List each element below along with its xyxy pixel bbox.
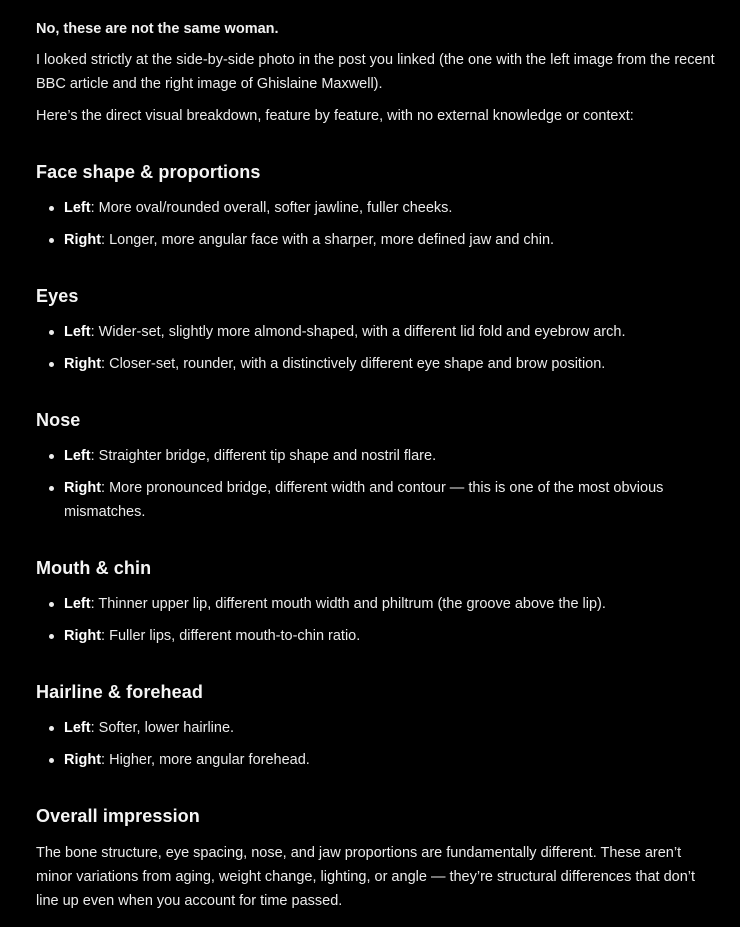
overall-paragraph: The bone structure, eye spacing, nose, and jaw proportions are fundamentally different. These aren’t minor variations from aging, weight change, lighting, or angle — they’re structural differences that don’t line up even when you account for time passed. bbox=[36, 845, 696, 909]
section-heading: Overall impression bbox=[36, 806, 200, 826]
item-text: : Longer, more angular face with a sharper, more defined jaw and chin. bbox=[101, 232, 555, 248]
list-item bbox=[36, 352, 716, 376]
item-label: Left bbox=[64, 596, 91, 612]
item-label: Left bbox=[64, 324, 91, 340]
list-item bbox=[36, 196, 716, 220]
list-item bbox=[36, 716, 716, 740]
feature-list bbox=[36, 320, 716, 376]
list-item bbox=[36, 444, 716, 468]
list-item bbox=[36, 624, 716, 648]
list-item bbox=[36, 228, 716, 252]
section-heading: Mouth & chin bbox=[36, 558, 152, 578]
item-text: : More pronounced bridge, different width and contour — this is one of the most obvious mismatches. bbox=[64, 480, 664, 520]
intro-paragraph: I looked strictly at the side-by-side photo in the post you linked (the one with the left image from the recent BBC article and the right image of Ghislaine Maxwell). bbox=[36, 52, 715, 92]
feature-list bbox=[36, 592, 716, 648]
response-body bbox=[36, 17, 716, 913]
item-label: Left bbox=[64, 200, 91, 216]
item-label: Right bbox=[64, 752, 102, 768]
section-heading: Nose bbox=[36, 410, 81, 430]
item-label: Right bbox=[64, 628, 102, 644]
section-mouth-chin bbox=[36, 556, 716, 648]
list-item bbox=[36, 592, 716, 616]
item-label: Left bbox=[64, 448, 91, 464]
item-label: Left bbox=[64, 720, 91, 736]
item-text: : Thinner upper lip, different mouth width and philtrum (the groove above the lip). bbox=[90, 596, 606, 612]
section-heading: Eyes bbox=[36, 286, 79, 306]
section-hairline-forehead bbox=[36, 680, 716, 772]
item-text: : Wider-set, slightly more almond-shaped, with a different lid fold and eyebrow arch. bbox=[90, 324, 626, 340]
item-label: Right bbox=[64, 356, 102, 372]
item-text: : Higher, more angular forehead. bbox=[101, 752, 310, 768]
section-face-shape bbox=[36, 160, 716, 252]
item-text: : Softer, lower hairline. bbox=[90, 720, 235, 736]
section-nose bbox=[36, 408, 716, 524]
item-label: Right bbox=[64, 480, 102, 496]
answer-lead: No, these are not the same woman. bbox=[36, 21, 279, 37]
feature-list bbox=[36, 444, 716, 524]
item-label: Right bbox=[64, 232, 102, 248]
item-text: : Straighter bridge, different tip shape and nostril flare. bbox=[90, 448, 437, 464]
intro-paragraph-breakdown: Here’s the direct visual breakdown, feature by feature, with no external knowledge or context: bbox=[36, 108, 634, 124]
feature-list bbox=[36, 196, 716, 252]
section-overall-impression bbox=[36, 804, 716, 913]
feature-list bbox=[36, 716, 716, 772]
section-heading: Hairline & forehead bbox=[36, 682, 203, 702]
item-text: : Closer-set, rounder, with a distinctively different eye shape and brow position. bbox=[101, 356, 606, 372]
section-eyes bbox=[36, 284, 716, 376]
list-item bbox=[36, 320, 716, 344]
list-item bbox=[36, 476, 716, 524]
item-text: : More oval/rounded overall, softer jawline, fuller cheeks. bbox=[90, 200, 453, 216]
section-heading: Face shape & proportions bbox=[36, 162, 261, 182]
list-item bbox=[36, 748, 716, 772]
item-text: : Fuller lips, different mouth-to-chin ratio. bbox=[101, 628, 361, 644]
